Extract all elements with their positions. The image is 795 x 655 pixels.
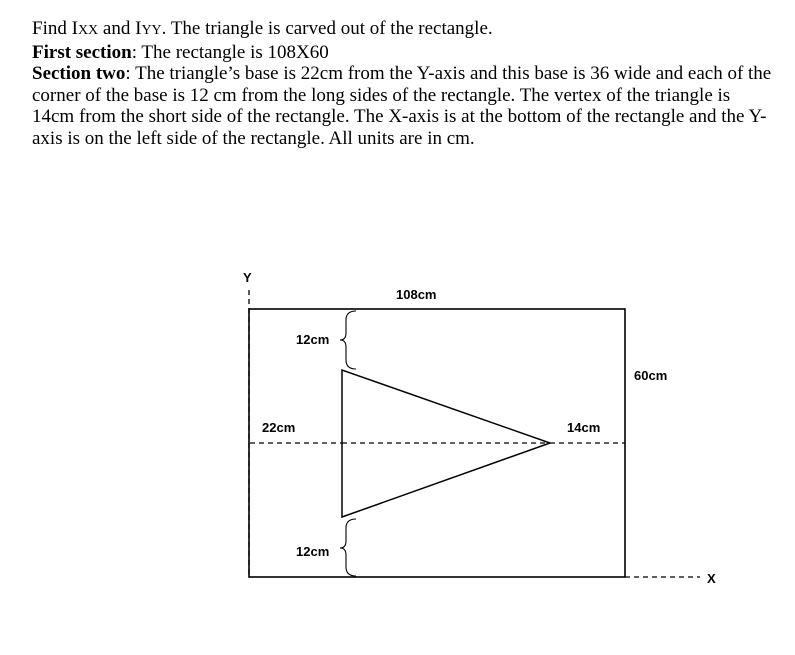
yy-subscript: YY [141, 23, 162, 38]
bottom-gap-brace [340, 519, 356, 576]
top-gap-label: 12cm [296, 332, 330, 347]
xx-subscript: XX [77, 23, 99, 38]
y-axis-label: Y [243, 270, 252, 285]
vertex-offset-label: 14cm [567, 420, 601, 435]
rectangle-width-label: 108cm [396, 287, 437, 302]
problem-line-1: Find IXX and IYY. The triangle is carved out of the rectangle. [32, 18, 493, 39]
first-section-label: First section [32, 41, 132, 63]
first-section-text: : The rectangle is 108X60 [131, 41, 329, 63]
section-two-text: : The triangle’s base is 22cm from the Y-axis and this base is 36 wide and each of the corner of the base is 12 cm from the long sides of the rectangle. The vertex of the triangle is 14cm from the short side of the rectangle. The X-axis is at the bottom of the rectangle and the Y-axis is on the left side of the rectangle. All units are in cm. [32, 63, 772, 149]
base-offset-label: 22cm [262, 420, 296, 435]
rectangle-height-label: 60cm [634, 368, 668, 383]
bottom-gap-label: 12cm [296, 544, 330, 559]
x-axis-label: X [707, 571, 716, 586]
top-gap-brace [340, 311, 356, 369]
section-two-label: Section two [32, 63, 126, 84]
